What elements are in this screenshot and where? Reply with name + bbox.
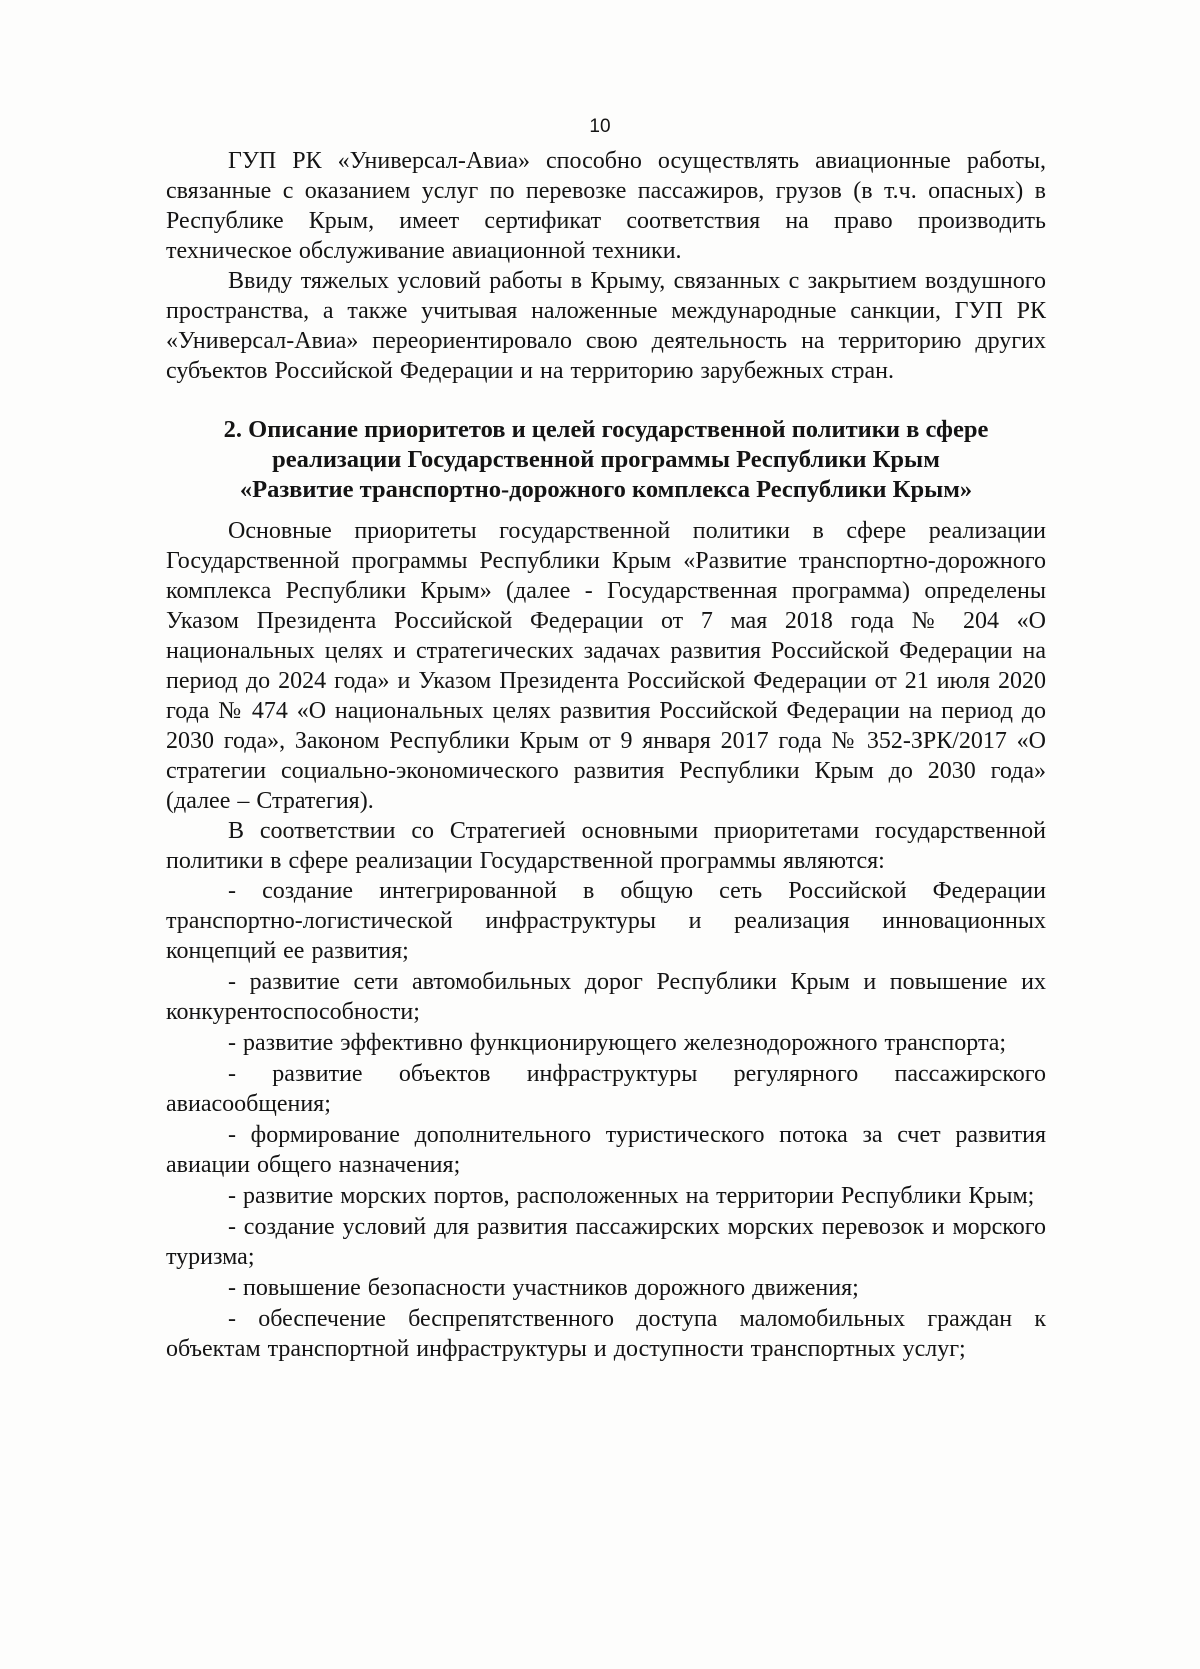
section-paragraph: В соответствии со Стратегией основными приоритетами государственной политики в сфере реализации Государственной программы являются: — [166, 818, 1046, 874]
section-paragraph: Основные приоритеты государственной политики в сфере реализации Государственной программы Республики Крым «Развитие транспортно-дорожного комплекса Республики Крым» (далее - Государственная программа) определены Указом Президента Российской Федерации от 7 мая 2018 года № 204 «О национальных целях и стратегических задачах развития Российской Федерации на период до 2024 года» и Указом Президента Российской Федерации от 21 июля 2020 года № 474 «О национальных целях развития Российской Федерации на период до 2030 года», Законом Республики Крым от 9 января 2017 года № 352-ЗРК/2017 «О стратегии социально-экономического развития Республики Крым до 2030 года» (далее – Стратегия). — [166, 518, 1046, 814]
priority-item: - развитие объектов инфраструктуры регулярного пассажирского авиасообщения; — [166, 1061, 1046, 1117]
intro-paragraph: Ввиду тяжелых условий работы в Крыму, связанных с закрытием воздушного пространства, а также учитывая наложенные международные санкции, ГУП РК «Универсал-Авиа» переориентировало свою деятельность на территорию других субъектов Российской Федерации и на территорию зарубежных стран. — [166, 268, 1046, 384]
document-body — [166, 146, 1046, 1365]
priority-item: - развитие морских портов, расположенных на территории Республики Крым; — [228, 1183, 1035, 1209]
priorities-list — [166, 876, 1046, 1364]
section-heading — [166, 415, 1046, 505]
priority-item: - развитие эффективно функционирующего железнодорожного транспорта; — [228, 1030, 1007, 1056]
intro-paragraph: ГУП РК «Универсал-Авиа» способно осуществлять авиационные работы, связанные с оказанием услуг по перевозке пассажиров, грузов (в т.ч. опасных) в Республике Крым, имеет сертификат соответствия на право производить техническое обслуживание авиационной техники. — [166, 148, 1046, 264]
priority-item: - повышение безопасности участников дорожного движения; — [228, 1275, 859, 1301]
priority-item: - обеспечение беспрепятственного доступа маломобильных граждан к объектам транспортной инфраструктуры и доступности транспортных услуг; — [166, 1306, 1046, 1362]
section-heading-line: реализации Государственной программы Республики Крым — [272, 446, 940, 473]
section-heading-line: 2. Описание приоритетов и целей государственной политики в сфере — [223, 416, 989, 443]
priority-item: - создание условий для развития пассажирских морских перевозок и морского туризма; — [166, 1214, 1046, 1270]
page-number: 10 — [589, 116, 611, 137]
priority-item: - создание интегрированной в общую сеть Российской Федерации транспортно-логистической инфраструктуры и реализация инновационных концепций ее развития; — [166, 878, 1046, 964]
priority-item: - развитие сети автомобильных дорог Республики Крым и повышение их конкурентоспособности; — [166, 969, 1046, 1025]
section-heading-line: «Развитие транспортно-дорожного комплекса Республики Крым» — [239, 476, 973, 503]
priority-item: - формирование дополнительного туристического потока за счет развития авиации общего назначения; — [166, 1122, 1046, 1178]
